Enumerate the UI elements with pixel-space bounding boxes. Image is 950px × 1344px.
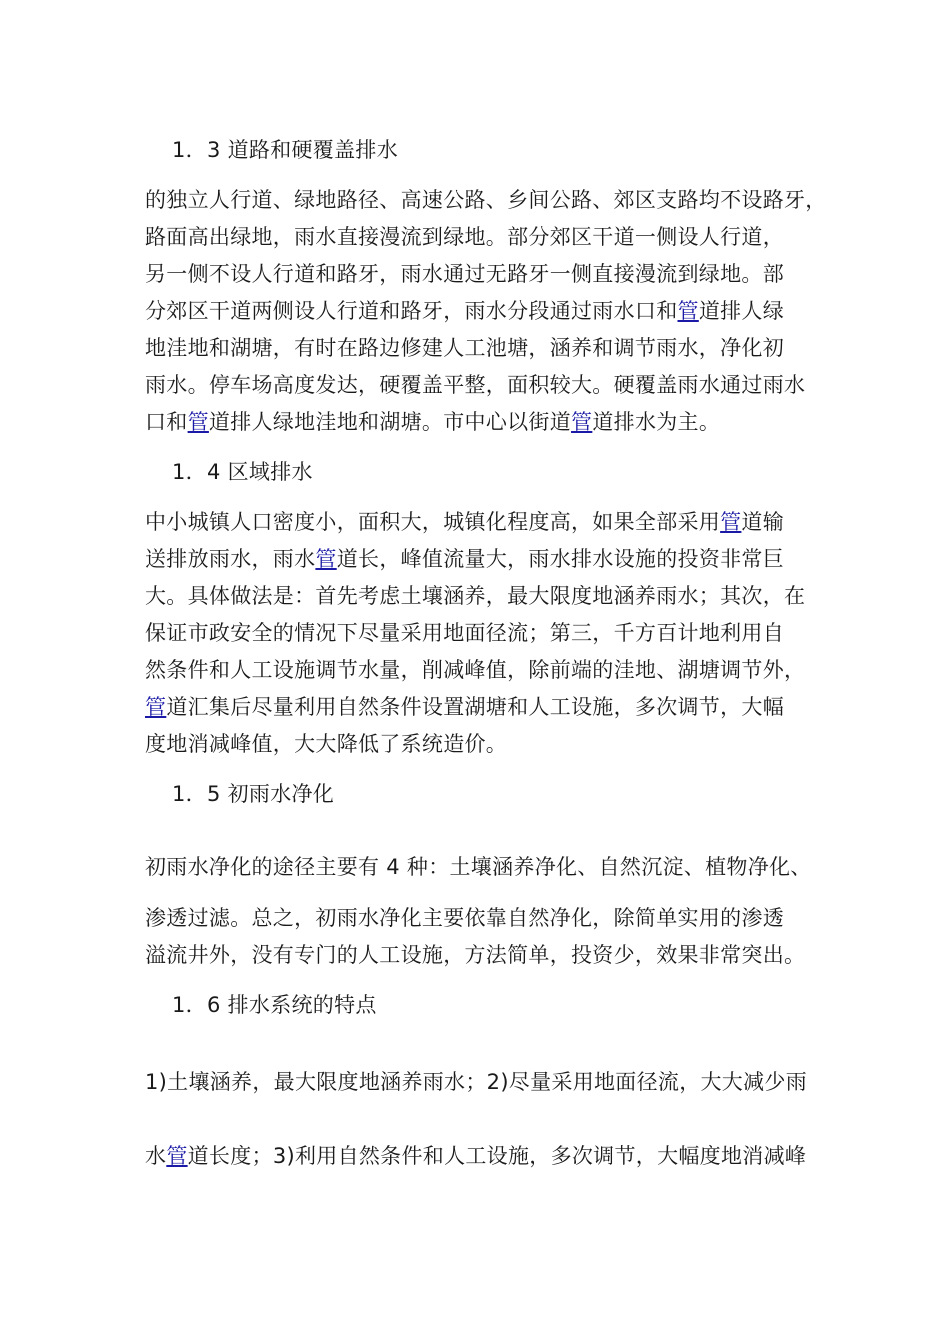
text-segment: 大。具体做法是：首先考虑土壤涵养，最大限度地涵养雨水；其次，在 (145, 584, 806, 608)
section-heading (172, 457, 852, 487)
paragraph-line (145, 1141, 825, 1171)
text-segment: 地洼地和湖塘，有时在路边修建人工池塘，涵养和调节雨水，净化初 (145, 336, 784, 360)
text-segment: 道长，峰值流量大，雨水排水设施的投资非常巨 (336, 547, 785, 571)
text-segment: 度地消减峰值，大大降低了系统造价。 (145, 732, 508, 756)
text-segment: 溢流井外，没有专门的人工设施，方法简单，投资少，效果非常突出。 (145, 943, 806, 967)
text-segment: 分郊区干道两侧设人行道和路牙，雨水分段通过雨水口和 (145, 299, 678, 323)
text-segment: 道排人绿 (698, 299, 785, 323)
paragraph-line (145, 692, 825, 722)
pipe-link[interactable]: 管 (720, 510, 742, 534)
pipe-link[interactable]: 管 (315, 547, 337, 571)
text-segment: 渗透过滤。总之，初雨水净化主要依靠自然净化，除简单实用的渗透 (145, 906, 784, 930)
paragraph-line (145, 581, 825, 611)
paragraph-line (145, 259, 825, 289)
text-segment: 中小城镇人口密度小，面积大，城镇化程度高，如果全部采用 (145, 510, 721, 534)
text-segment: 雨水。停车场高度发达，硬覆盖平整，面积较大。硬覆盖雨水通过雨水 (145, 373, 806, 397)
text-segment: 然条件和人工设施调节水量，削减峰值，除前端的洼地、湖塘调节外， (145, 658, 806, 682)
paragraph-line (145, 333, 825, 363)
text-segment: 初雨水净化的途径主要有 4 种：土壤涵养净化、自然沉淀、植物净化、 (145, 855, 812, 879)
text-segment: 路面高出绿地，雨水直接漫流到绿地。部分郊区干道一侧设人行道， (145, 225, 784, 249)
text-segment: 道排人绿地洼地和湖塘。市中心以街道 (208, 410, 572, 434)
section-heading (172, 135, 852, 165)
pipe-link[interactable]: 管 (166, 1144, 188, 1168)
text-segment: 道长度；3)利用自然条件和人工设施，多次调节，大幅度地消减峰 (187, 1144, 807, 1168)
paragraph-line (145, 655, 825, 685)
text-segment: 道排水为主。 (592, 410, 721, 434)
paragraph-line (145, 544, 825, 574)
text-segment: 1．4 区域排水 (172, 460, 313, 484)
pipe-link[interactable]: 管 (677, 299, 699, 323)
paragraph-line (145, 507, 825, 537)
pipe-link[interactable]: 管 (571, 410, 593, 434)
text-segment: 的独立人行道、绿地路径、高速公路、乡间公路、郊区支路均不设路牙， (145, 188, 827, 212)
pipe-link[interactable]: 管 (187, 410, 209, 434)
text-segment: 1)土壤涵养，最大限度地涵养雨水；2)尽量采用地面径流，大大减少雨 (145, 1070, 808, 1094)
text-segment: 1．3 道路和硬覆盖排水 (172, 138, 398, 162)
paragraph-line (145, 903, 825, 933)
paragraph-line (145, 296, 825, 326)
text-segment: 另一侧不设人行道和路牙，雨水通过无路牙一侧直接漫流到绿地。部 (145, 262, 784, 286)
paragraph-line (145, 852, 825, 882)
section-heading (172, 990, 852, 1020)
text-segment: 1．6 排水系统的特点 (172, 993, 377, 1017)
paragraph-line (145, 940, 825, 970)
paragraph-line (145, 407, 825, 437)
text-segment: 道汇集后尽量利用自然条件设置湖塘和人工设施，多次调节，大幅 (166, 695, 785, 719)
text-segment: 保证市政安全的情况下尽量采用地面径流；第三，千方百计地利用自 (145, 621, 784, 645)
text-segment: 1．5 初雨水净化 (172, 782, 335, 806)
text-segment: 送排放雨水，雨水 (145, 547, 316, 571)
text-segment: 道输 (741, 510, 785, 534)
paragraph-line (145, 729, 825, 759)
pipe-link[interactable]: 管 (145, 695, 167, 719)
paragraph-line (145, 222, 825, 252)
paragraph-line (145, 370, 825, 400)
text-segment: 口和 (145, 410, 188, 434)
paragraph-line (145, 1067, 825, 1097)
text-segment: 水 (145, 1144, 167, 1168)
section-heading (172, 779, 852, 809)
paragraph-line (145, 618, 825, 648)
paragraph-line (145, 185, 825, 215)
